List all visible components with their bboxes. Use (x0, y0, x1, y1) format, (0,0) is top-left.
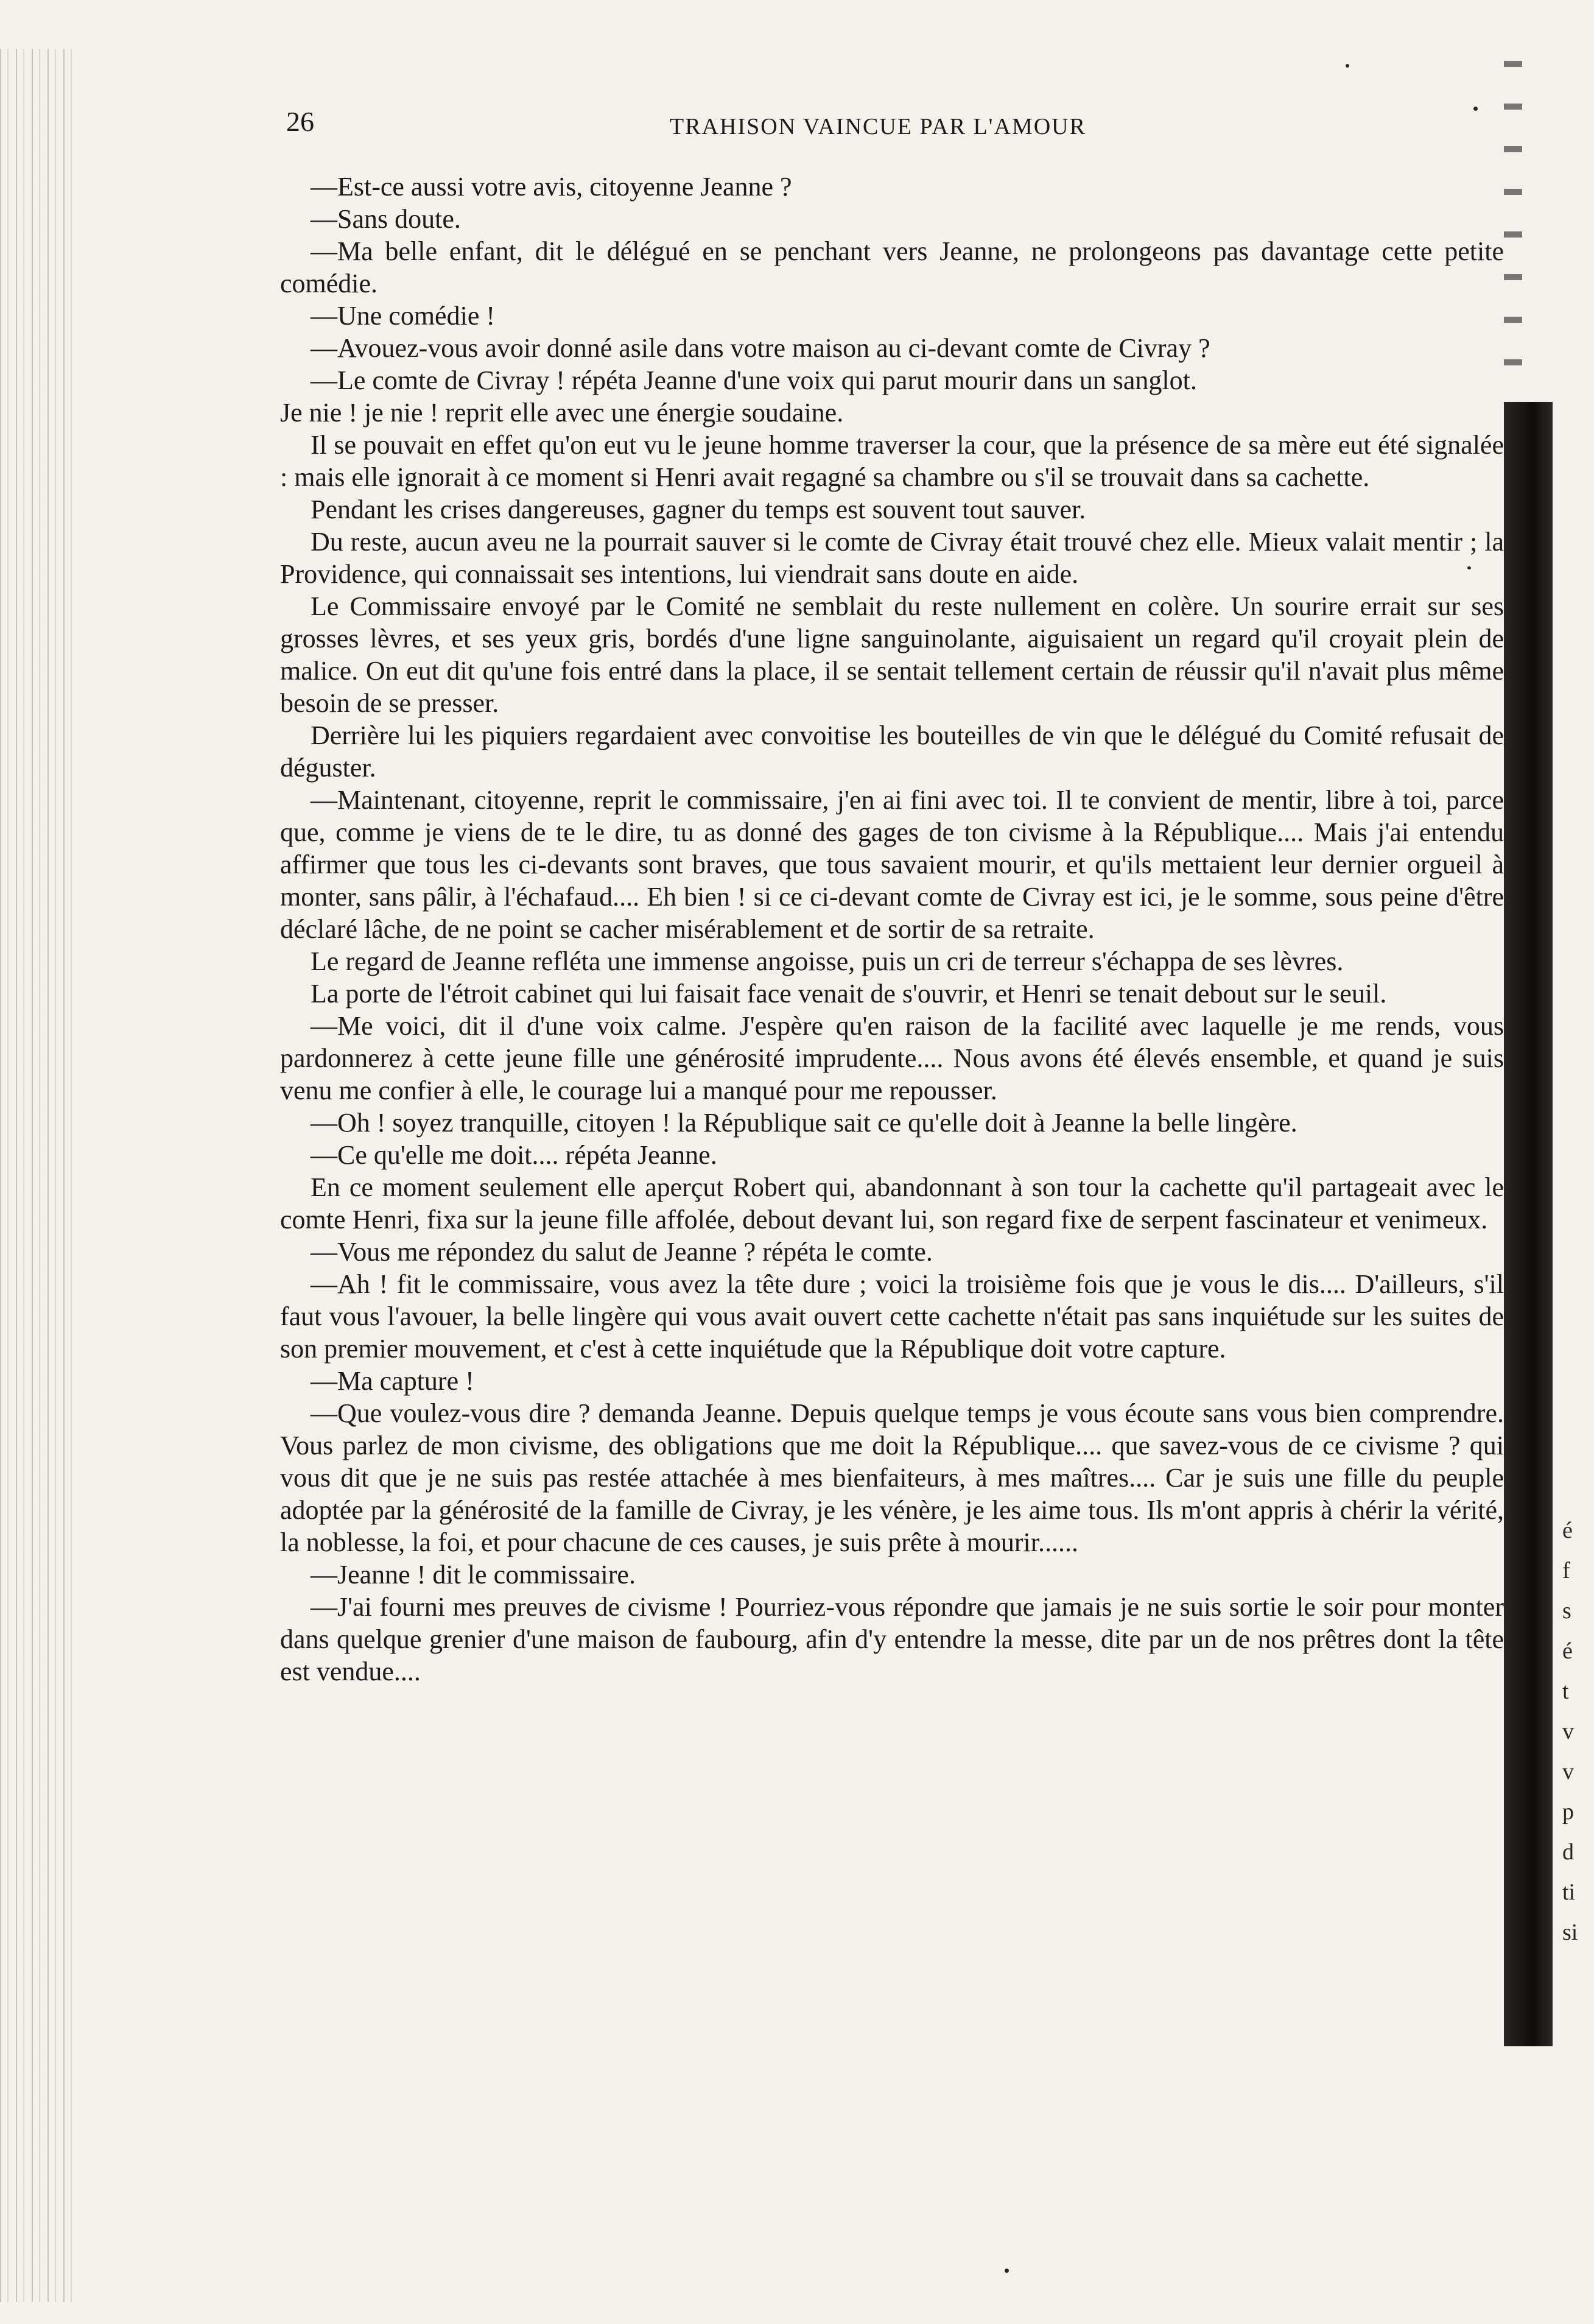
paragraph: —Ma belle enfant, dit le délégué en se penchant vers Jeanne, ne prolongeons pas davantage cette petite comédie. (280, 236, 1504, 298)
edge-letter: s (1562, 1598, 1571, 1624)
paragraph: Derrière lui les piquiers regardaient avec convoitise les bouteilles de vin que le délégué du Comité refusait de déguster. (280, 720, 1504, 783)
facing-page-edge (1504, 402, 1553, 2046)
paragraph: Je nie ! je nie ! reprit elle avec une énergie soudaine. (280, 398, 844, 428)
paragraph: —Jeanne ! dit le commissaire. (311, 1560, 636, 1590)
paragraph: Le regard de Jeanne refléta une immense angoisse, puis un cri de terreur s'échappa de ses lèvres. (311, 946, 1344, 976)
book-page (280, 0, 1504, 2324)
paragraph: —Ma capture ! (311, 1366, 474, 1396)
paragraph: —Que voulez-vous dire ? demanda Jeanne. Depuis quelque temps je vous écoute sans vous bien comprendre. Vous parlez de mon civisme, des obligations que me doit la République.... que savez-vous de ce civisme ? qui vous dit que je ne suis pas restée attachée à mes bienfaiteurs, à mes maîtres.... Car je suis une fille du peuple adoptée par la générosité de la famille de Civray, je les vénère, je les aime tous. Ils m'ont appris à chérir la vérité, la noblesse, la foi, et pour chacune de ces causes, je suis prête à mourir...... (280, 1398, 1504, 1557)
paragraph: —Avouez-vous avoir donné asile dans votre maison au ci-devant comte de Civray ? (311, 333, 1210, 363)
paragraph: Du reste, aucun aveu ne la pourrait sauver si le comte de Civray était trouvé chez elle. Mieux valait mentir ; la Providence, qui connaissait ses intentions, lui viendrait sans doute en aide. (280, 527, 1504, 589)
facing-page-letters (1562, 1510, 1594, 1953)
edge-letter: v (1562, 1759, 1574, 1784)
paragraph: Pendant les crises dangereuses, gagner du temps est souvent tout sauver. (311, 495, 1086, 524)
paragraph: —Est-ce aussi votre avis, citoyenne Jeanne ? (311, 172, 792, 202)
page-number: 26 (286, 106, 314, 137)
edge-letter: t (1562, 1678, 1569, 1704)
edge-letter: d (1562, 1839, 1574, 1865)
paragraph: Le Commissaire envoyé par le Comité ne semblait du reste nullement en colère. Un sourire errait sur ses grosses lèvres, et ses yeux gris, bordés d'une ligne sanguinolante, aiguisaient un regard qu'il croyait plein de malice. On eut dit qu'une fois entré dans la place, il se sentait tellement certain de réussir qu'il n'avait plus même besoin de se presser. (280, 591, 1504, 718)
edge-letter: é (1562, 1518, 1573, 1543)
body-text (280, 171, 1504, 1688)
paragraph: —Ce qu'elle me doit.... répéta Jeanne. (311, 1140, 717, 1170)
paragraph: —Oh ! soyez tranquille, citoyen ! la République sait ce qu'elle doit à Jeanne la belle lingère. (311, 1108, 1297, 1138)
paragraph: —J'ai fourni mes preuves de civisme ! Pourriez-vous répondre que jamais je ne suis sortie le soir pour monter dans quelque grenier d'une maison de faubourg, afin d'y entendre la messe, dite par un de nos prêtres dont la tête est vendue.... (280, 1592, 1504, 1686)
paragraph: —Sans doute. (311, 204, 461, 234)
edge-letter: p (1562, 1799, 1574, 1825)
paragraph: —Me voici, dit il d'une voix calme. J'espère qu'en raison de la facilité avec laquelle je me rends, vous pardonnerez à cette jeune fille une générosité imprudente.... Nous avons été élevés ensemble, et quand je suis venu me confier à elle, le courage lui a manqué pour me repousser. (280, 1011, 1504, 1105)
edge-letter: f (1562, 1558, 1570, 1583)
paragraph: En ce moment seulement elle aperçut Robert qui, abandonnant à son tour la cachette qu'il partageait avec le comte Henri, fixa sur la jeune fille affolée, debout devant lui, son regard fixe de serpent fascinateur et venimeux. (280, 1172, 1504, 1234)
edge-letter: v (1562, 1719, 1574, 1744)
edge-letter: ti (1562, 1879, 1576, 1905)
paragraph: —Le comte de Civray ! répéta Jeanne d'une voix qui parut mourir dans un sanglot. (311, 365, 1197, 395)
paragraph: Il se pouvait en effet qu'on eut vu le jeune homme traverser la cour, que la présence de sa mère eut été signalée : mais elle ignorait à ce moment si Henri avait regagné sa chambre ou s'il se trouvait dans sa cachette. (280, 430, 1504, 492)
paragraph: —Une comédie ! (311, 301, 495, 331)
running-head: TRAHISON VAINCUE PAR L'AMOUR (670, 114, 1086, 139)
paragraph: —Vous me répondez du salut de Jeanne ? répéta le comte. (311, 1237, 933, 1267)
edge-letter: si (1562, 1920, 1578, 1945)
binding-gutter (0, 49, 79, 2302)
paragraph: —Ah ! fit le commissaire, vous avez la tête dure ; voici la troisième fois que je vous le dis.... D'ailleurs, s'il faut vous l'avouer, la belle lingère qui vous avait ouvert cette cachette n'était pas sans inquiétude sur les suites de son premier mouvement, et c'est à cette inquiétude que la République doit votre capture. (280, 1269, 1504, 1364)
edge-letter: é (1562, 1638, 1573, 1664)
paragraph: —Maintenant, citoyenne, reprit le commissaire, j'en ai fini avec toi. Il te convient de mentir, libre à toi, parce que, comme je viens de te le dire, tu as donné des gages de ton civisme à la République.... Mais j'ai entendu affirmer que tous les ci-devants sont braves, que tous savaient mourir, et qu'ils mettaient leur dernier orgueil à monter, sans pâlir, à l'échafaud.... Eh bien ! si ce ci-devant comte de Civray est ici, je le somme, sous peine d'être déclaré lâche, de ne point se cacher misérablement et de sortir de sa retraite. (280, 785, 1504, 944)
paragraph: La porte de l'étroit cabinet qui lui faisait face venait de s'ouvrir, et Henri se tenait debout sur le seuil. (311, 979, 1387, 1009)
